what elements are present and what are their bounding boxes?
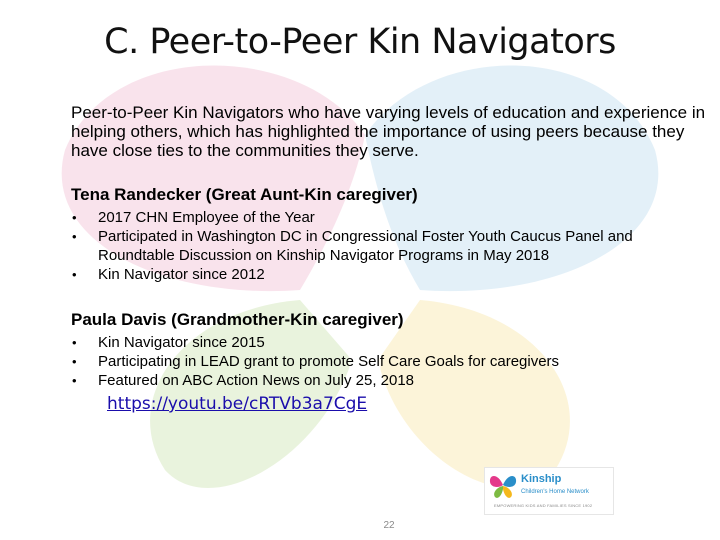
bullet-dot: • bbox=[72, 267, 77, 282]
page-number: 22 bbox=[383, 520, 395, 531]
intro-paragraph: Peer-to-Peer Kin Navigators who have varying levels of education and experience in helping others, which has highlighted the importance of using peers because they have close ties to the communities they serve. bbox=[71, 103, 706, 160]
slide-title: C. Peer-to-Peer Kin Navigators bbox=[104, 22, 616, 62]
person-heading-paula: Paula Davis (Grandmother-Kin caregiver) bbox=[71, 310, 404, 329]
list-item-text: Kin Navigator since 2015 bbox=[98, 334, 265, 351]
list-item-text: Kin Navigator since 2012 bbox=[98, 266, 265, 283]
butterfly-logo-icon bbox=[488, 471, 518, 501]
list-item bbox=[72, 371, 702, 390]
bullet-list-paula bbox=[72, 333, 702, 390]
logo-tagline: EMPOWERING KIDS AND FAMILIES SINCE 1902 bbox=[494, 503, 593, 508]
list-item bbox=[72, 352, 702, 371]
list-item bbox=[72, 265, 702, 284]
bullet-dot: • bbox=[72, 335, 77, 350]
logo-subtitle: Children's Home Network bbox=[521, 489, 589, 495]
list-item-text: Featured on ABC Action News on July 25, 2018 bbox=[98, 372, 415, 389]
list-item bbox=[72, 208, 702, 227]
bullet-dot: • bbox=[72, 373, 77, 388]
video-link[interactable]: https://youtu.be/cRTVb3a7CgE bbox=[107, 394, 368, 414]
bullet-dot: • bbox=[72, 354, 77, 369]
bullet-dot: • bbox=[72, 210, 77, 225]
bullet-dot: • bbox=[72, 229, 77, 244]
person-heading-tena: Tena Randecker (Great Aunt-Kin caregiver) bbox=[71, 185, 418, 204]
logo-name: Kinship bbox=[521, 473, 562, 485]
list-item-text: Participated in Washington DC in Congressional Foster Youth Caucus Panel and Roundtable Discussion on Kinship Navigator Programs in May 2018 bbox=[98, 228, 633, 264]
bullet-list-tena bbox=[72, 208, 702, 284]
list-item bbox=[72, 227, 702, 265]
list-item-text: 2017 CHN Employee of the Year bbox=[98, 209, 315, 226]
kinship-logo bbox=[484, 467, 614, 515]
list-item-text: Participating in LEAD grant to promote Self Care Goals for caregivers bbox=[98, 353, 560, 370]
list-item bbox=[72, 333, 702, 352]
